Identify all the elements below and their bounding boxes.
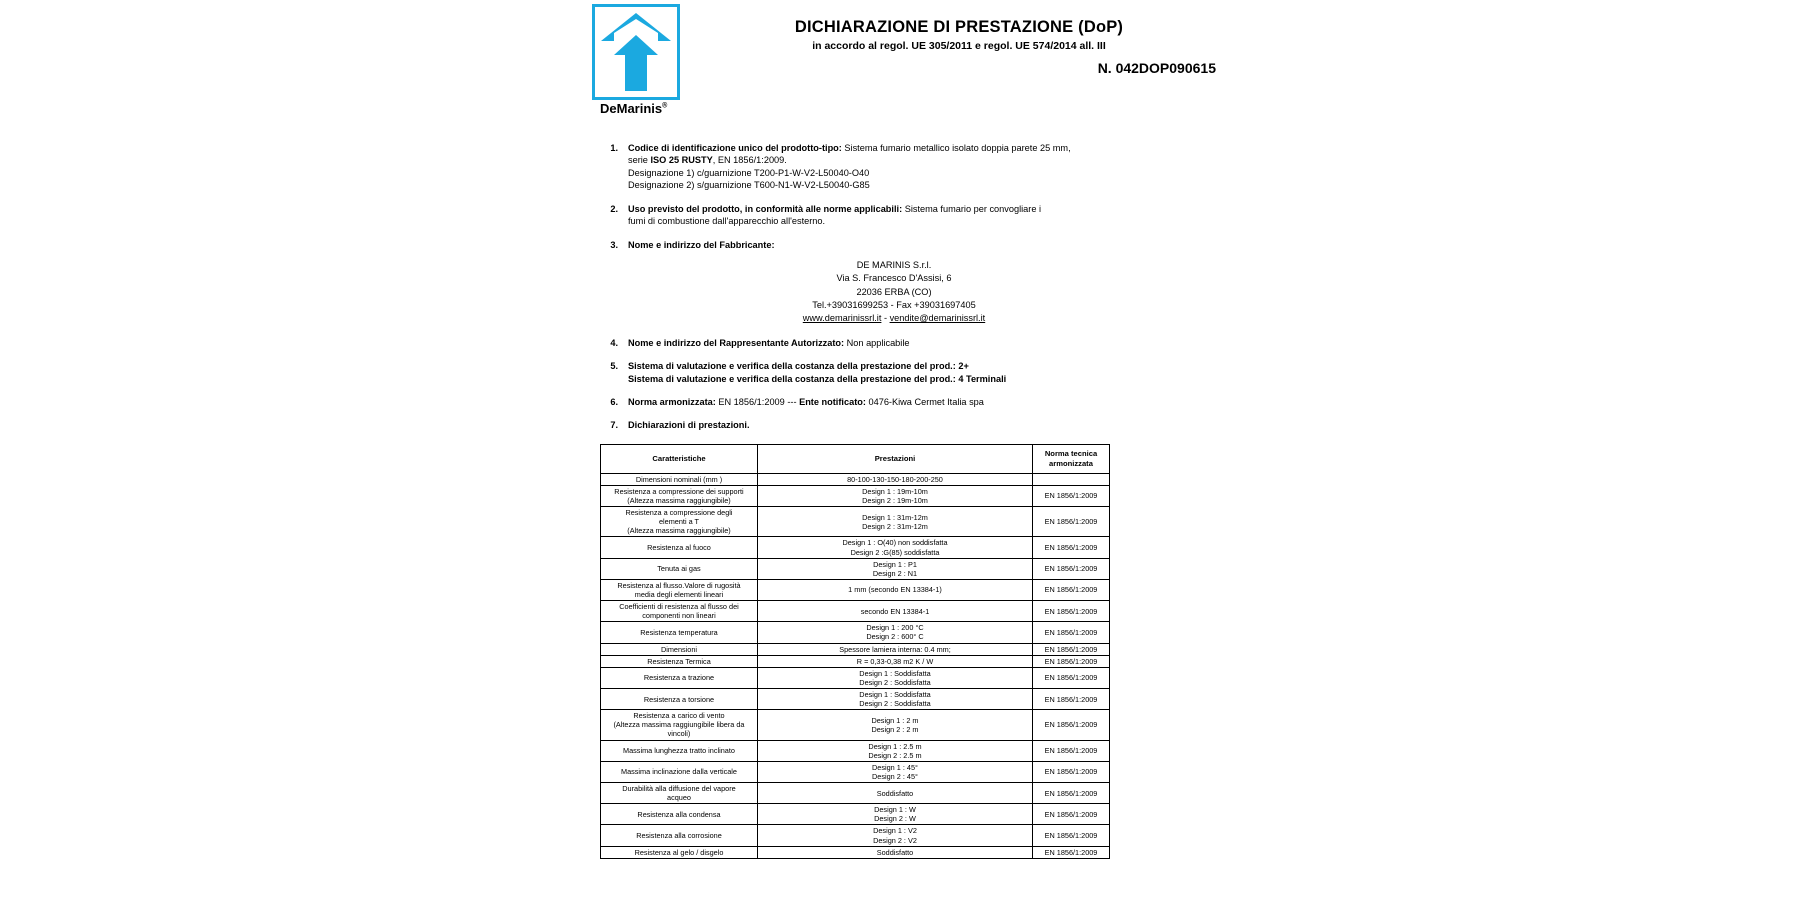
cell-line: EN 1856/1:2009 [1044,517,1098,527]
clause-5-value: 2+ [955,361,969,372]
logo-registered-mark: ® [662,102,668,110]
clause-1-line2-post: , EN 1856/1:2009. [712,155,787,166]
manufacturer-email-link[interactable]: vendite@demarinissrl.it [889,313,986,324]
document-header [600,0,1220,116]
cell-line: Design 2 : 45° [872,771,918,781]
table-header-row [601,444,1110,473]
cell-caratteristica [601,579,758,600]
cell-line: Soddisfatto [876,847,914,857]
cell-line: Design 2 : 2 m [871,724,919,734]
clause-1-text [628,142,1220,192]
performance-table-head [601,444,1110,473]
cell-line: Resistenza temperatura [640,627,718,637]
cell-caratteristica [601,558,758,579]
cell-norma [1033,740,1110,761]
clause-6 [600,396,1220,408]
cell-norma [1033,601,1110,622]
cell-prestazione [758,667,1033,688]
clause-4-value: Non applicabile [844,337,910,348]
cell-line: Massima inclinazione dalla verticale [621,767,737,777]
clause-2-number: 2. [610,203,618,214]
cell-line: Design 1 : 2.5 m [868,741,922,751]
clause-5-value-2: 4 Terminali [955,373,1007,384]
cell-norma [1033,655,1110,667]
cell-norma [1033,537,1110,558]
cell-line: Resistenza a compressione dei supporti [614,486,744,496]
cell-line: Design 2 : 31m-12m [862,521,928,531]
performance-table-body [601,473,1110,858]
clause-1-line2-pre: serie [628,155,651,166]
cell-line: Massima lunghezza tratto inclinato [623,746,735,756]
cell-line: EN 1856/1:2009 [1044,491,1098,501]
cell-caratteristica [601,740,758,761]
cell-norma [1033,804,1110,825]
cell-norma [1033,579,1110,600]
cell-caratteristica [601,643,758,655]
cell-line: Design 1 : O(40) non soddisfatta [842,538,948,548]
clause-6-number: 6. [610,396,618,407]
table-row [601,782,1110,803]
cell-line: Coefficienti di resistenza al flusso dei [619,602,739,612]
cell-line: Resistenza a compressione degli [625,508,733,518]
clause-1-series: ISO 25 RUSTY [650,155,713,166]
cell-norma [1033,688,1110,709]
cell-line: Design 1 : 2 m [871,715,919,725]
table-row [601,825,1110,846]
cell-line: Design 2 : 2.5 m [868,750,922,760]
clause-5-number: 5. [610,361,618,372]
cell-line: Resistenza Termica [647,656,711,666]
performance-table-wrapper [600,444,1220,859]
manufacturer-street: Via S. Francesco D'Assisi, 6 [836,273,952,284]
cell-line: Resistenza a trazione [643,673,715,683]
clause-4-number: 4. [610,337,618,348]
cell-prestazione [758,558,1033,579]
cell-prestazione [758,782,1033,803]
clause-5 [600,360,1220,385]
cell-prestazione [758,825,1033,846]
cell-line: Design 1 : 45° [872,762,918,772]
cell-prestazione [758,537,1033,558]
clause-1-designation-2: Designazione 2) s/guarnizione T600-N1-W-V2-L50040-G85 [628,180,870,191]
cell-norma [1033,485,1110,506]
cell-caratteristica [601,622,758,643]
clause-4 [600,337,1220,349]
company-logo [592,4,688,116]
cell-prestazione [758,655,1033,667]
cell-line: Design 1 : V2 [873,826,917,836]
clause-2-label: Uso previsto del prodotto, in conformità alle norme applicabili: [628,203,903,214]
cell-norma [1033,667,1110,688]
clause-4-text [628,337,1220,349]
cell-line: EN 1856/1:2009 [1044,847,1098,857]
cell-line: media degli elementi lineari [634,589,724,599]
cell-line: EN 1856/1:2009 [1044,542,1098,552]
dop-document [600,0,1220,900]
cell-prestazione [758,579,1033,600]
clause-6-label-2: Ente notificato: [799,396,866,407]
cell-prestazione [758,601,1033,622]
cell-norma [1033,473,1110,485]
table-row [601,537,1110,558]
cell-prestazione [758,643,1033,655]
clause-3-number: 3. [610,239,618,250]
cell-prestazione [758,710,1033,740]
cell-line: EN 1856/1:2009 [1044,644,1098,654]
cell-line: Design 1 : 200 °C [866,623,924,633]
cell-caratteristica [601,804,758,825]
clause-6-value: EN 1856/1:2009 --- [715,396,800,407]
header-caratteristiche: Caratteristiche [601,444,758,473]
clause-6-value-2: 0476-Kiwa Cermet Italia spa [865,396,984,407]
cell-caratteristica [601,688,758,709]
cell-norma [1033,558,1110,579]
clause-1-value: Sistema fumario metallico isolato doppia parete 25 mm, [841,143,1071,153]
cell-line: Design 2 : Soddisfatta [859,677,931,687]
cell-prestazione [758,846,1033,858]
cell-prestazione [758,507,1033,537]
table-row [601,507,1110,537]
clause-3-text [628,239,1220,326]
manufacturer-city: 22036 ERBA (CO) [856,286,932,297]
logo-wordmark-text: DeMarinis [600,101,663,116]
cell-prestazione [758,804,1033,825]
table-row [601,485,1110,506]
cell-line: Resistenza a carico di vento [633,711,725,721]
cell-norma [1033,507,1110,537]
cell-line: Design 1 : Soddisfatta [859,689,931,699]
cell-norma [1033,710,1110,740]
cell-norma [1033,846,1110,858]
cell-norma [1033,782,1110,803]
cell-line: EN 1856/1:2009 [1044,767,1098,777]
clause-7 [600,419,1220,431]
cell-line: vincoli) [667,729,691,739]
header-norma-tecnica: Norma tecnica armonizzata [1033,444,1110,473]
cell-prestazione [758,761,1033,782]
cell-caratteristica [601,473,758,485]
header-titles [688,4,1220,76]
document-title: DICHIARAZIONE DI PRESTAZIONE (DoP) [794,18,1124,36]
manufacturer-name: DE MARINIS S.r.l. [856,259,932,270]
logo-arrow-icon [595,7,677,97]
cell-caratteristica [601,507,758,537]
cell-line: elementi a T [658,517,700,527]
cell-line: Durabilità alla diffusione del vapore [622,783,736,793]
cell-line: Soddisfatto [876,788,914,798]
cell-line: componenti non lineari [642,611,716,621]
cell-line: Dimensioni [660,644,698,654]
manufacturer-phone: Tel.+39031699253 - Fax +39031697405 [812,299,976,310]
table-row [601,622,1110,643]
clause-4-label: Nome e indirizzo del Rappresentante Autorizzato: [628,337,845,348]
clause-6-text [628,396,1220,408]
cell-line: Design 2 : V2 [873,835,917,845]
cell-line: Resistenza alla condensa [637,809,721,819]
clause-1-label: Codice di identificazione unico del prodotto-tipo: [628,143,842,153]
cell-line: Design 1 : 19m-10m [862,486,928,496]
cell-line: (Altezza massima raggiungibile) [627,526,731,536]
table-row [601,667,1110,688]
cell-line: secondo EN 13384-1 [860,606,930,616]
cell-caratteristica [601,485,758,506]
cell-line: 80-100-130-150-180-200-250 [847,474,943,484]
cell-line: EN 1856/1:2009 [1044,585,1098,595]
document-number: N. 042DOP090615 [1097,59,1216,76]
cell-caratteristica [601,601,758,622]
cell-line: (Altezza massima raggiungibile libera da [613,720,745,730]
clause-7-label: Dichiarazioni di prestazioni. [628,420,750,431]
cell-line: EN 1856/1:2009 [1044,673,1098,683]
cell-line: Dimensioni nominali (mm ) [635,474,723,484]
clause-1 [600,142,1220,192]
cell-line: EN 1856/1:2009 [1044,627,1098,637]
cell-caratteristica [601,761,758,782]
cell-norma [1033,825,1110,846]
clause-5-label-2: Sistema di valutazione e verifica della costanza della prestazione del prod.: [628,373,956,384]
cell-line: 1 mm (secondo EN 13384-1) [848,585,942,595]
table-row [601,710,1110,740]
cell-norma [1033,622,1110,643]
clause-7-number: 7. [610,420,618,431]
table-row [601,558,1110,579]
document-body [600,142,1220,859]
table-row [601,761,1110,782]
document-subtitle: in accordo al regol. UE 305/2011 e regol. UE 574/2014 all. III [812,39,1106,52]
manufacturer-website-link[interactable]: www.demarinissrl.it [802,313,882,324]
cell-line: Resistenza alla corrosione [636,830,722,840]
cell-line: Design 1 : P1 [873,559,917,569]
cell-line: Design 2 :G(85) soddisfatta [850,547,940,557]
cell-line: (Altezza massima raggiungibile) [627,496,731,505]
table-row [601,579,1110,600]
cell-line: EN 1856/1:2009 [1044,788,1098,798]
cell-prestazione [758,485,1033,506]
clause-3-label: Nome e indirizzo del Fabbricante: [628,239,775,250]
table-row [601,655,1110,667]
clause-6-label: Norma armonizzata: [628,396,716,407]
clause-1-number: 1. [610,143,618,153]
cell-line: EN 1856/1:2009 [1044,720,1098,730]
cell-line: acqueo [667,793,691,803]
cell-caratteristica [601,710,758,740]
cell-line: Resistenza al fuoco [647,542,711,552]
table-row [601,740,1110,761]
manufacturer-address [628,259,1220,326]
cell-caratteristica [601,825,758,846]
cell-line: Spessore lamiera interna: 0.4 mm; [839,644,951,654]
clause-2-text [628,203,1220,228]
cell-line: Design 1 : W [874,805,916,815]
clause-5-text [628,360,1220,385]
cell-line: Design 2 : 600° C [866,632,924,642]
cell-line: Design 2 : 19m-10m [862,496,928,505]
cell-line: Resistenza al flusso.Valore di rugosità [617,580,741,590]
cell-caratteristica [601,782,758,803]
table-row [601,643,1110,655]
table-row [601,846,1110,858]
clause-5-label: Sistema di valutazione e verifica della costanza della prestazione del prod.: [628,361,956,372]
cell-line: EN 1856/1:2009 [1044,830,1098,840]
cell-line: EN 1856/1:2009 [1044,746,1098,756]
cell-line: EN 1856/1:2009 [1044,564,1098,574]
cell-line: Design 1 : 31m-12m [862,512,928,522]
cell-line: R = 0,33-0,38 m2 K / W [856,656,934,666]
cell-prestazione [758,740,1033,761]
logo-frame [592,4,680,100]
table-row [601,601,1110,622]
clause-2 [600,203,1220,228]
logo-wordmark [592,101,688,116]
clause-1-designation-1: Designazione 1) c/guarnizione T200-P1-W-V2-L50040-O40 [628,167,870,178]
cell-line: EN 1856/1:2009 [1044,656,1098,666]
cell-line: Design 1 : Soddisfatta [859,668,931,678]
address-separator: - [881,313,890,324]
cell-caratteristica [601,846,758,858]
cell-caratteristica [601,537,758,558]
cell-norma [1033,761,1110,782]
cell-line: Design 2 : W [874,814,916,824]
cell-line: EN 1856/1:2009 [1044,694,1098,704]
table-row [601,473,1110,485]
performance-table [600,444,1110,859]
cell-prestazione [758,622,1033,643]
clause-2-value: Sistema fumario per convogliare i [902,203,1042,214]
cell-prestazione [758,473,1033,485]
cell-line: EN 1856/1:2009 [1044,606,1098,616]
clause-2-line2: fumi di combustione dall'apparecchio all'esterno. [628,216,826,227]
clause-3 [600,239,1220,326]
cell-line: Resistenza al gelo / disgelo [634,847,724,857]
header-prestazioni: Prestazioni [758,444,1033,473]
cell-caratteristica [601,667,758,688]
cell-norma [1033,643,1110,655]
cell-line: Design 2 : N1 [872,568,918,578]
clause-7-text [628,419,1220,431]
cell-caratteristica [601,655,758,667]
table-row [601,688,1110,709]
cell-line: Resistenza a torsione [643,694,715,704]
cell-line: EN 1856/1:2009 [1044,809,1098,819]
cell-line: Design 2 : Soddisfatta [859,699,931,709]
table-row [601,804,1110,825]
cell-prestazione [758,688,1033,709]
cell-line: Tenuta ai gas [657,564,701,574]
